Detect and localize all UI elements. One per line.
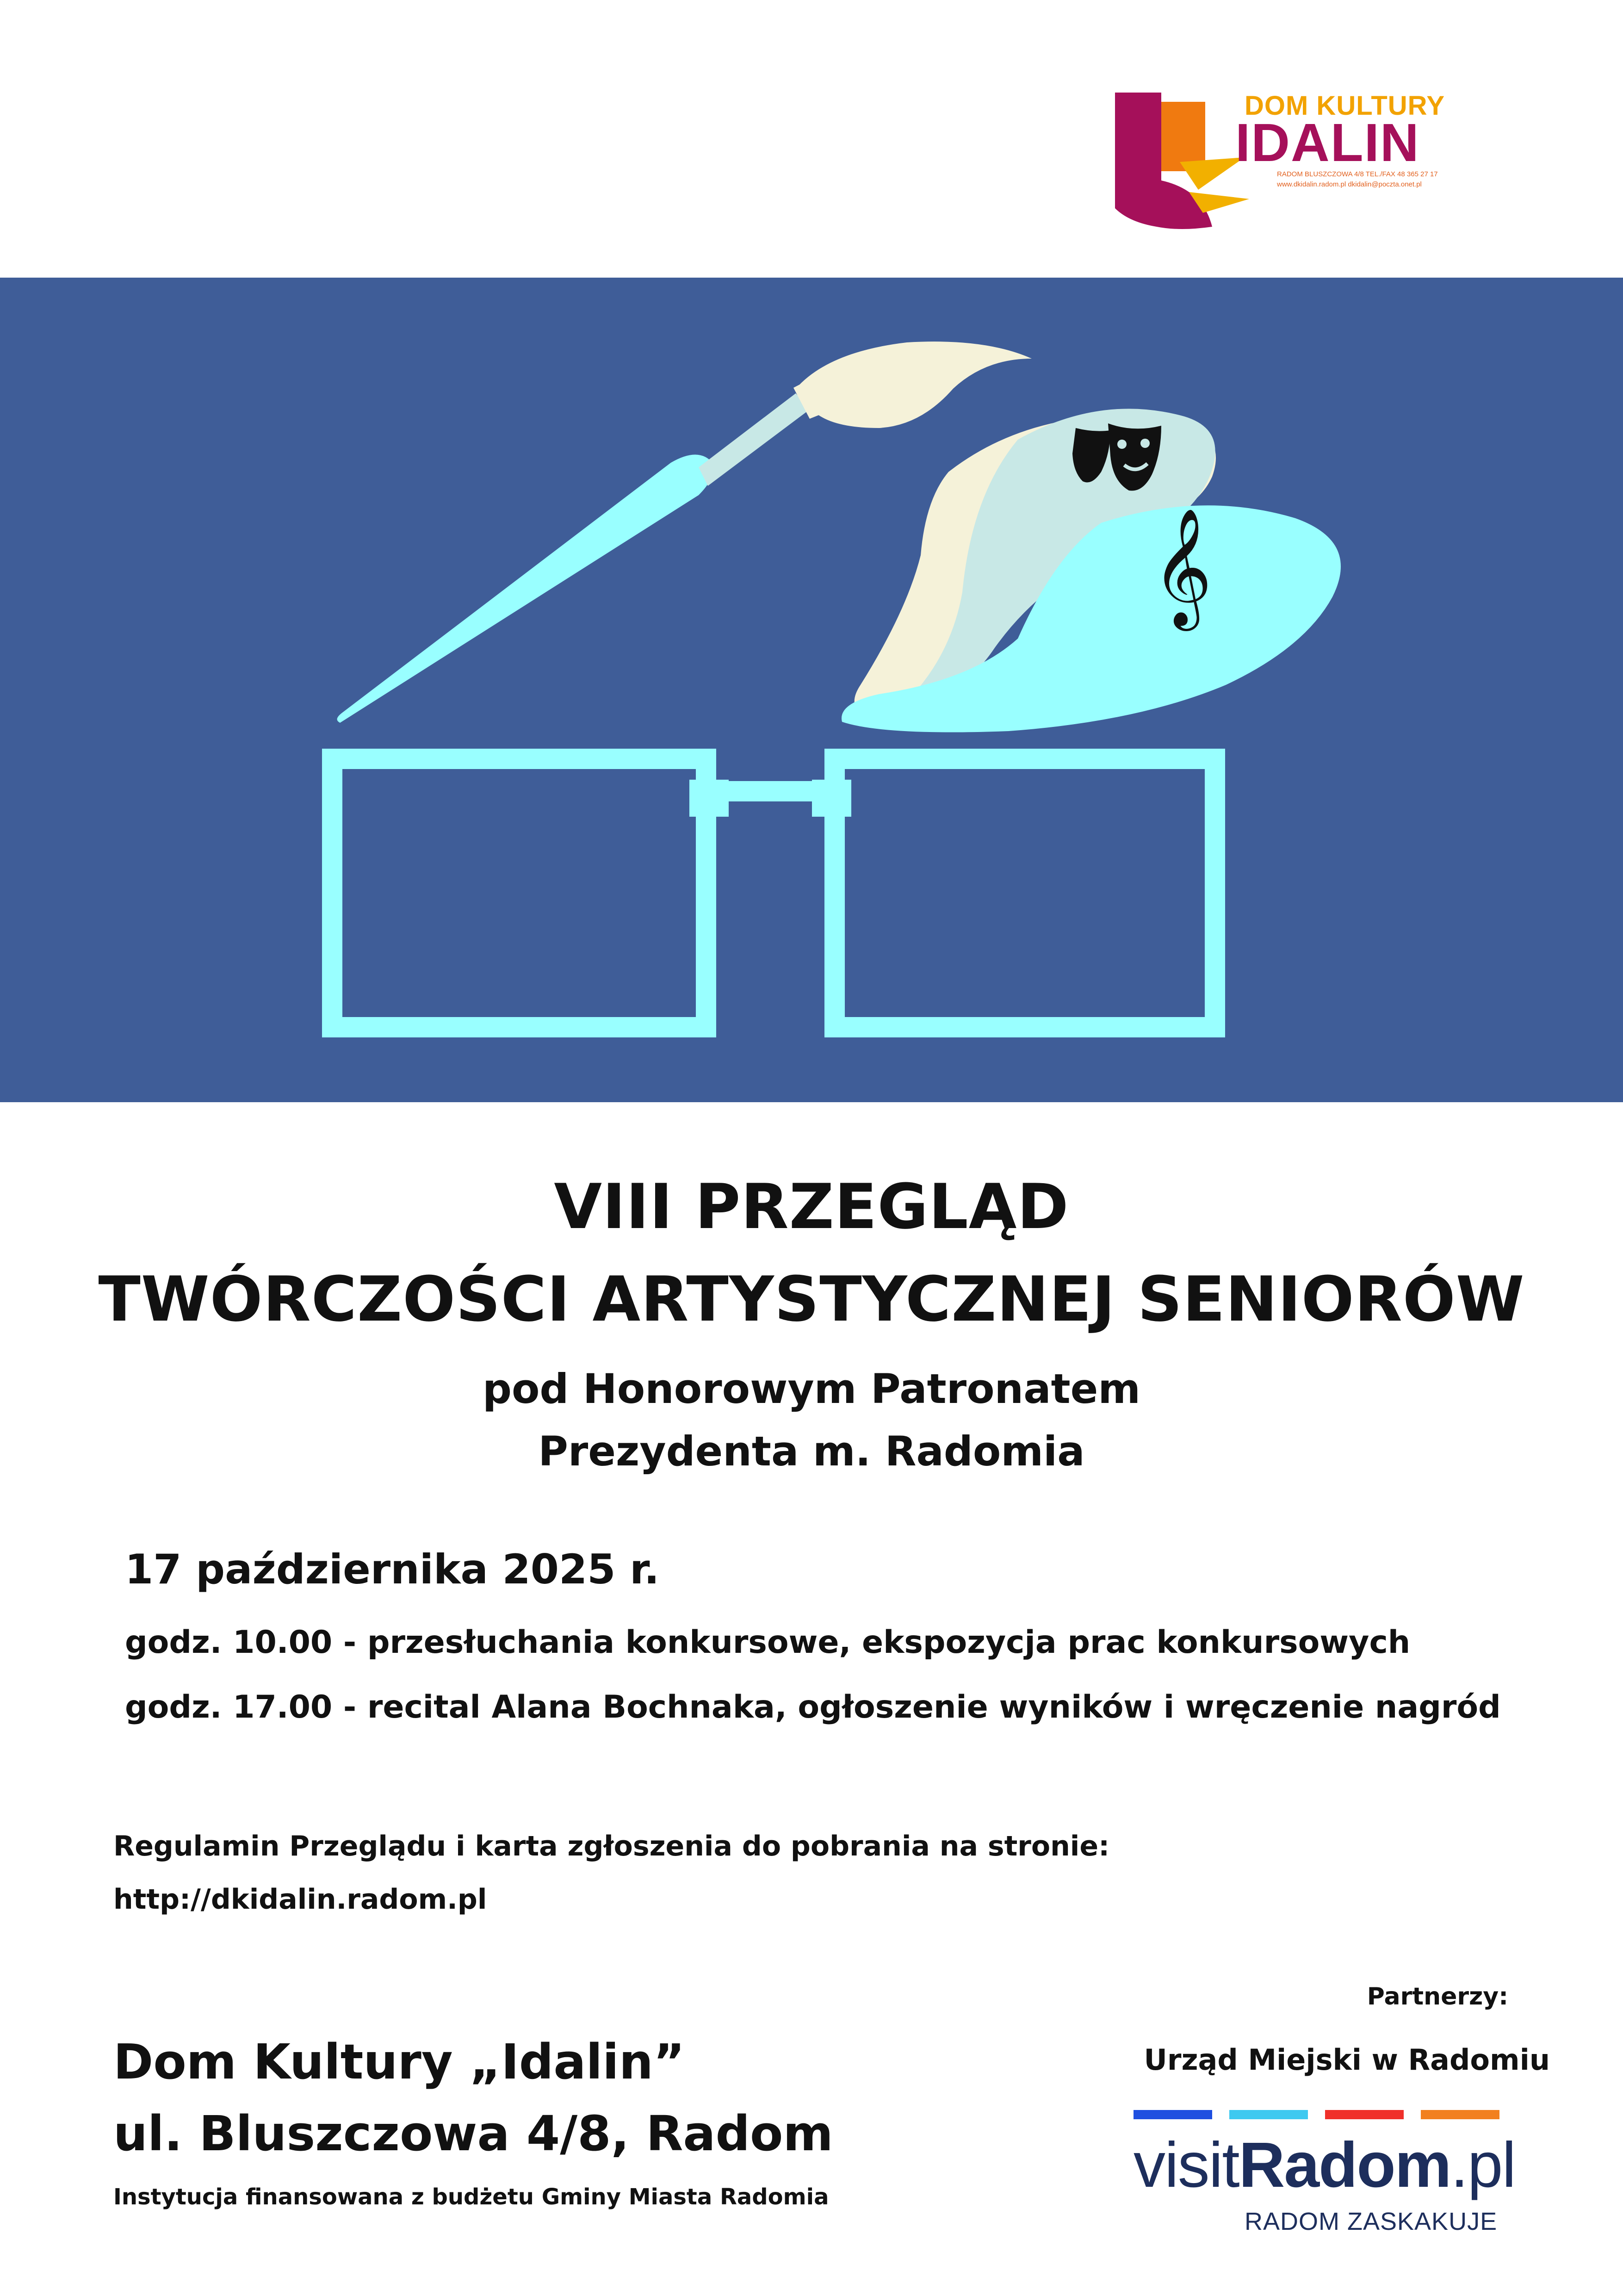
- visit-slogan: RADOM ZASKAKUJE: [1245, 2208, 1498, 2235]
- visit-radom-logo: [1134, 2110, 1550, 2249]
- visit-bold: Radom: [1239, 2129, 1451, 2201]
- regulations-text: Regulamin Przeglądu i karta zgłoszenia do pobrania na stronie:: [113, 1830, 1110, 1862]
- patronage-line1: pod Honorowym Patronatem: [482, 1365, 1141, 1413]
- regulations-link[interactable]: http://dkidalin.radom.pl: [113, 1883, 487, 1916]
- logo-bar-blue: [1134, 2110, 1212, 2119]
- svg-text:𝄞: 𝄞: [1152, 507, 1213, 626]
- logo-mark-icon: [1110, 88, 1249, 236]
- page-title-line1: VIII PRZEGLĄD: [554, 1171, 1069, 1243]
- funding-note: Instytucja finansowana z budżetu Gminy Miasta Radomia: [113, 2184, 829, 2210]
- organizer-name: Dom Kultury „Idalin”: [113, 2034, 685, 2090]
- visit-suffix: .pl: [1450, 2129, 1516, 2201]
- logo-bar-red: [1325, 2110, 1404, 2119]
- illustration-banner: [0, 278, 1623, 1102]
- logo-bar-orange: [1421, 2110, 1499, 2119]
- logo-web: www.dkidalin.radom.pl dkidalin@poczta.onet.pl: [1277, 180, 1422, 188]
- visit-prefix: visit: [1134, 2129, 1239, 2201]
- partner-urzad-miejski: Urząd Miejski w Radomiu: [1144, 2043, 1550, 2077]
- dom-kultury-idalin-logo: [1110, 88, 1527, 236]
- logo-bar-cyan: [1229, 2110, 1308, 2119]
- patronage-line2: Prezydenta m. Radomia: [538, 1427, 1085, 1475]
- partners-label: Partnerzy:: [1367, 1983, 1508, 2011]
- logo-line1: DOM KULTURY: [1245, 91, 1445, 121]
- glasses-icon: [332, 759, 1215, 1027]
- logo-address: RADOM BLUSZCZOWA 4/8 TEL./FAX 48 365 27 17: [1277, 170, 1438, 178]
- visit-radom-wordmark: [1134, 2128, 1515, 2202]
- organizer-address: ul. Bluszczowa 4/8, Radom: [113, 2105, 833, 2162]
- schedule-item-evening: godz. 17.00 - recital Alana Bochnaka, ogłoszenie wyników i wręczenie nagród: [125, 1689, 1501, 1725]
- event-date: 17 października 2025 r.: [125, 1545, 660, 1593]
- schedule-item-morning: godz. 10.00 - przesłuchania konkursowe, ekspozycja prac konkursowych: [125, 1624, 1411, 1661]
- art-illustration: [0, 278, 1623, 1102]
- treble-clef-icon: [1152, 507, 1212, 631]
- page-title-line2: TWÓRCZOŚCI ARTYSTYCZNEJ SENIORÓW: [98, 1263, 1525, 1335]
- logo-line2: IDALIN: [1235, 112, 1420, 173]
